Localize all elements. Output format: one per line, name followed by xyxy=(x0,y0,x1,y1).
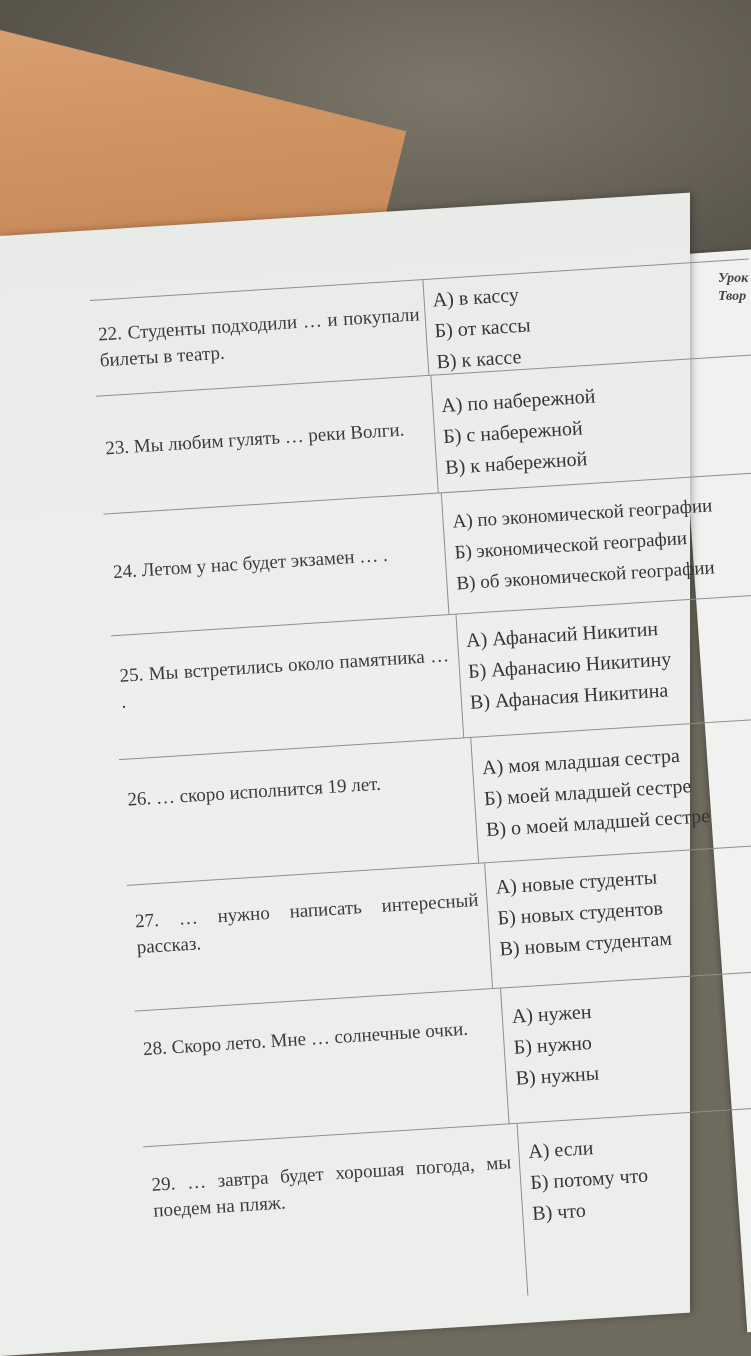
adjacent-page-line-1: Урок xyxy=(718,271,749,286)
option-b: Б) с набережной xyxy=(442,417,584,449)
question-number: 28. xyxy=(142,1037,168,1061)
exercise-table xyxy=(90,259,751,1318)
option-c: В) что xyxy=(531,1199,587,1226)
column-divider xyxy=(441,493,450,615)
option-a: А) Афанасий Никитин xyxy=(465,618,659,653)
answer-options xyxy=(511,997,600,1095)
option-a: А) в кассу xyxy=(432,284,520,312)
column-divider xyxy=(430,376,438,494)
question-number: 22. xyxy=(97,323,123,346)
answer-options xyxy=(452,490,717,599)
answer-options xyxy=(527,1130,650,1230)
question-body: … нужно написать интересный рассказ. xyxy=(136,889,480,959)
column-divider xyxy=(470,738,479,864)
question-text xyxy=(119,643,452,716)
option-a: А) нужен xyxy=(511,1000,593,1028)
option-a: А) новые студенты xyxy=(495,866,658,899)
question-number: 25. xyxy=(119,664,145,687)
answer-options xyxy=(495,862,673,966)
column-divider xyxy=(455,615,464,739)
option-a: А) если xyxy=(527,1137,594,1164)
option-c: В) новым студентам xyxy=(498,927,673,961)
question-number: 27. xyxy=(134,909,160,933)
question-number: 23. xyxy=(104,436,130,460)
question-text xyxy=(127,767,464,814)
question-body: Студенты подходили … и покупали билеты в театр. xyxy=(99,304,421,372)
question-text xyxy=(142,1015,495,1063)
question-body: Скоро лето. Мне … солнечные очки. xyxy=(170,1018,469,1059)
answer-options xyxy=(440,381,600,484)
question-text xyxy=(134,888,481,961)
column-divider xyxy=(422,280,429,376)
column-divider xyxy=(500,989,510,1125)
option-c: В) к кассе xyxy=(435,346,523,374)
question-body: Мы любим гулять … реки Волги. xyxy=(133,419,405,458)
question-body: Мы встретились около памятника … . xyxy=(120,645,450,713)
question-number: 24. xyxy=(112,560,138,584)
answer-options xyxy=(432,279,534,378)
option-c: В) Афанасия Никитина xyxy=(469,679,669,714)
answer-options xyxy=(481,739,711,846)
option-b: Б) моей младшей сестре xyxy=(483,775,692,811)
question-body: … завтра будет хорошая погода, мы поедем на пляж. xyxy=(152,1152,512,1222)
question-number: 29. xyxy=(151,1173,177,1196)
option-b: Б) экономической географии xyxy=(453,528,688,564)
option-b: Б) нужно xyxy=(513,1031,593,1059)
question-text xyxy=(151,1150,514,1225)
option-a: А) моя младшая сестра xyxy=(481,744,681,780)
question-number: 26. xyxy=(126,788,152,811)
option-b: Б) от кассы xyxy=(433,314,532,343)
column-divider xyxy=(517,1124,529,1296)
option-c: В) нужны xyxy=(515,1062,600,1090)
question-text xyxy=(97,302,422,374)
question-text xyxy=(112,540,435,586)
question-body: … скоро исполнится 19 лет. xyxy=(155,773,382,809)
question-text xyxy=(105,416,428,462)
option-c: В) к набережной xyxy=(444,448,588,480)
option-b: Б) новых студентов xyxy=(496,897,664,930)
adjacent-page-line-2: Твор xyxy=(718,289,747,304)
column-divider xyxy=(484,863,493,989)
answer-options xyxy=(465,613,674,719)
option-b: Б) потому что xyxy=(529,1164,649,1195)
option-c: В) о моей младшей сестре xyxy=(485,805,711,842)
option-a: А) по экономической географии xyxy=(452,495,713,533)
option-c: В) об экономической географии xyxy=(455,557,716,595)
option-b: Б) Афанасию Никитину xyxy=(467,648,672,683)
question-body: Летом у нас будет экзамен … . xyxy=(140,544,389,582)
option-a: А) по набережной xyxy=(440,385,597,418)
